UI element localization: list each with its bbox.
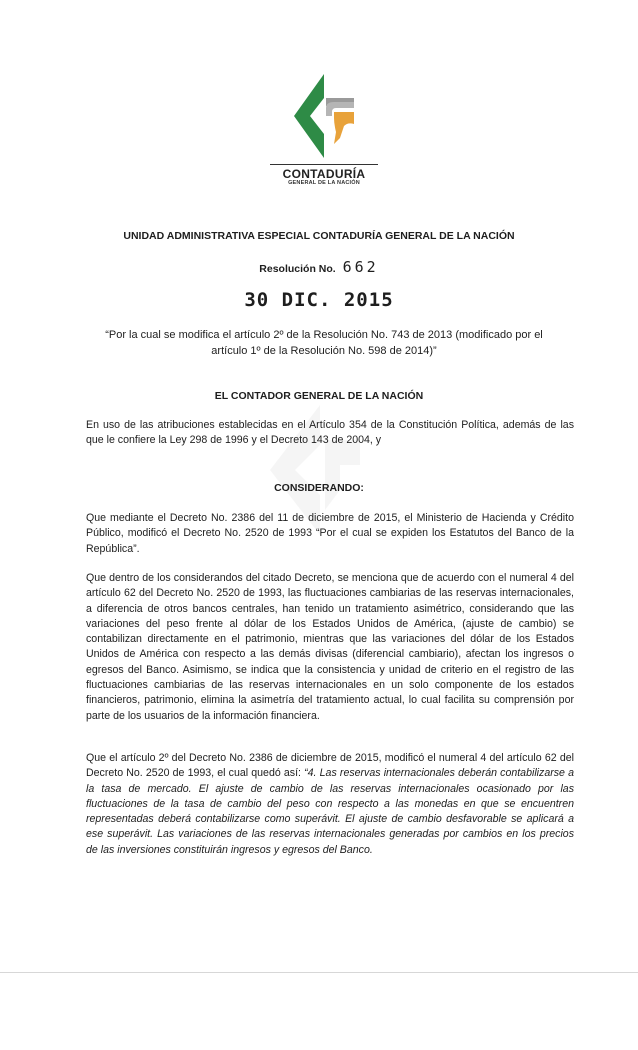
logo-name: CONTADURÍA [270, 164, 378, 181]
resolution-line [0, 258, 638, 276]
paragraph-3-intro: Que el artículo 2º del Decreto No. 2386 de diciembre de 2015, modificó el numeral 4 del artículo 62 del Decreto No. 2520 de 1993, el cual quedó así: [86, 752, 574, 780]
page-bottom-rule [0, 972, 638, 973]
preamble-paragraph: En uso de las atribuciones establecidas en el Artículo 354 de la Constitución Política, además de las que le confiere la Ley 298 de 1996 y el Decreto 143 de 2004, y [86, 419, 574, 447]
signer-title: EL CONTADOR GENERAL DE LA NACIÓN [214, 390, 424, 402]
resolution-number: 662 [342, 258, 379, 276]
considerando-paragraph-3 [86, 751, 574, 858]
contaduria-logo [270, 72, 378, 190]
considerando-paragraph-2: Que dentro de los considerandos del citado Decreto, se menciona que de acuerdo con el numeral 4 del artículo 62 del Decreto No. 2520 de 1993, las fluctuaciones cambiarias de las reservas internacionales, a diferencia de otros bancos centrales, han tenido un tratamiento asimétrico, considerando que las variaciones del peso frente al dólar de los Estados Unidos de América, (ajuste de cambio) se contabilizan directamente en el patrimonio, mientras que las variaciones del dólar de los Estados Unidos de América con respecto a las demás divisas (diferencial cambiario), afectan los ingresos o egresos del Banco. Asimismo, se indica que la consistencia y unidad de criterio en el registro de las fluctuaciones cambiarias de las reservas internacionales en un solo componente de los estados financieros, patrimonio, elimina la asimetría del tratamiento actual, lo cual facilita su comprensión por parte de los usuarios de la información financiera. [86, 572, 574, 722]
paragraph-3-quote: “4. Las reservas internacionales deberán contabilizarse a la tasa de mercado. El ajuste de cambio de las reservas internacionales ocasionado por las fluctuaciones de la tasa de cambio del peso con respecto a las monedas en que se encuentren representadas deberá contabilizarse como superávit. El ajuste de cambio desfavorable se aplicará a ese superávit. Las variaciones de las reservas internacionales generadas por cambios en los precios de las inversiones constituirán ingresos y egresos del Banco. [86, 767, 574, 856]
logo-subtitle: GENERAL DE LA NACIÓN [288, 180, 360, 186]
entity-title: UNIDAD ADMINISTRATIVA ESPECIAL CONTADURÍA GENERAL DE LA NACIÓN [123, 230, 515, 242]
considerando-heading: CONSIDERANDO: [274, 482, 364, 494]
contaduria-emblem-icon [290, 72, 358, 160]
considerando-paragraph-1: Que mediante el Decreto No. 2386 del 11 de diciembre de 2015, el Ministerio de Hacienda y Crédito Público, modificó el Decreto No. 2520 de 1993 “Por el cual se expiden los Estatutos del Banco de la República”. [86, 512, 574, 555]
date-stamp: 30 DIC. 2015 [244, 289, 394, 311]
resolution-subject: “Por la cual se modifica el artículo 2º de la Resolución No. 743 de 2013 (modificado por el artículo 1º de la Resolución No. 598 de 2014)” [105, 329, 543, 357]
resolution-label: Resolución No. [259, 263, 336, 275]
